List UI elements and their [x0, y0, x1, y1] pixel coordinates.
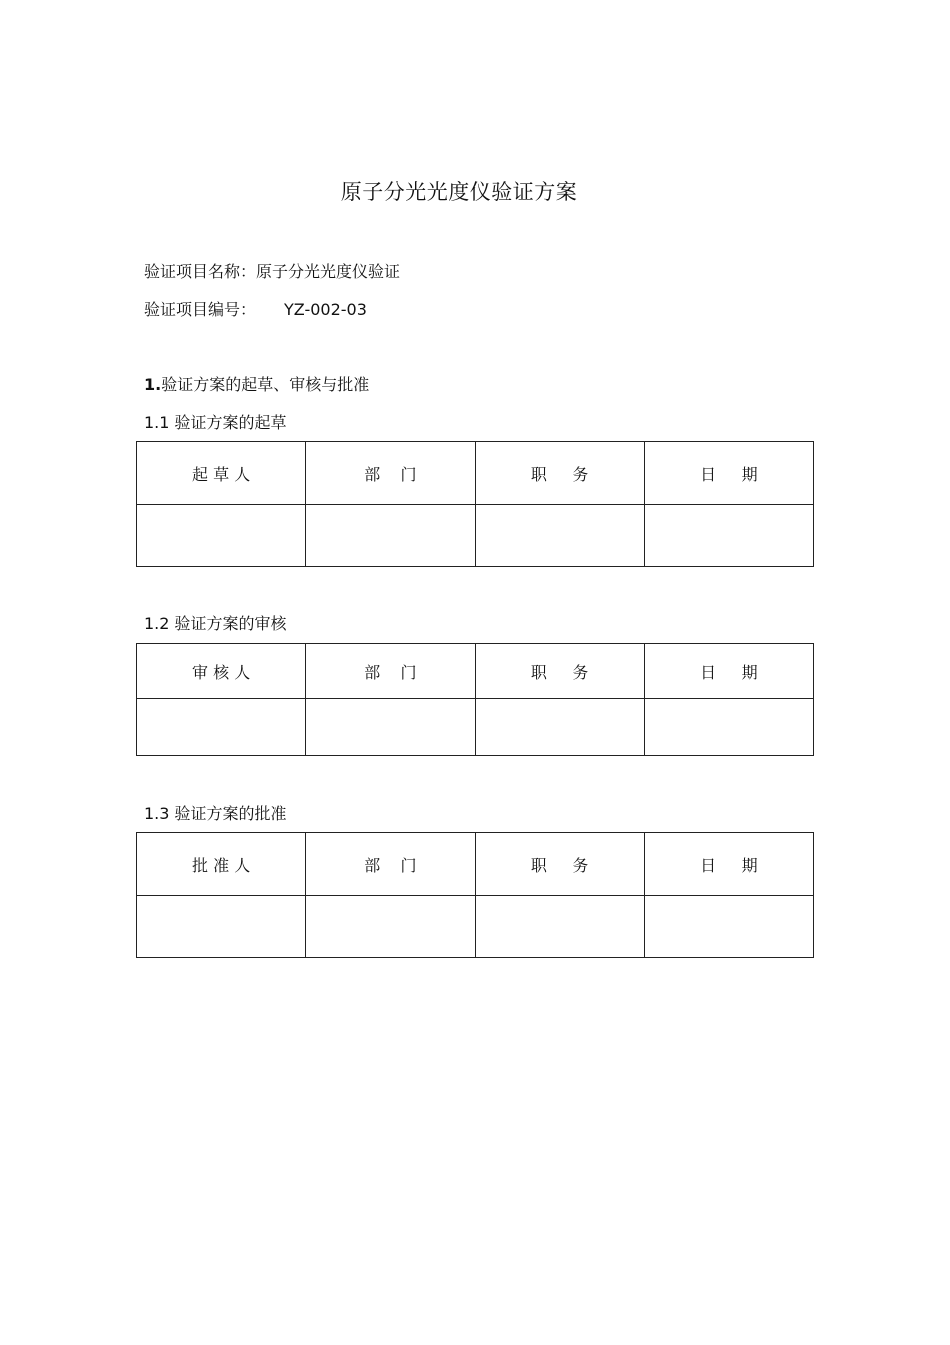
review-signature-table [136, 643, 814, 756]
approval-position-cell [475, 896, 644, 958]
draft-signature-table [136, 441, 814, 567]
table-row [137, 505, 814, 567]
project-code-label: 验证项目编号： [144, 300, 257, 319]
approval-header-person: 批 准 人 [137, 833, 306, 896]
draft-person-cell [137, 505, 306, 567]
review-heading: 1.2 验证方案的审核 [144, 614, 287, 633]
table-header-row [137, 644, 814, 699]
review-position-cell [475, 699, 644, 756]
draft-header-date: 日 期 [644, 442, 813, 505]
project-name-label: 验证项目名称： [144, 262, 257, 281]
approval-date-cell [644, 896, 813, 958]
project-code-line [144, 299, 367, 321]
approval-heading: 1.3 验证方案的批准 [144, 804, 287, 823]
approval-header-department: 部 门 [306, 833, 475, 896]
draft-department-cell [306, 505, 475, 567]
draft-header-department: 部 门 [306, 442, 475, 505]
section-1-heading [144, 374, 369, 396]
review-person-cell [137, 699, 306, 756]
review-header-person: 审 核 人 [137, 644, 306, 699]
review-header-date: 日 期 [644, 644, 813, 699]
review-date-cell [644, 699, 813, 756]
project-name-line [144, 261, 400, 283]
section-1-title: 验证方案的起草、审核与批准 [161, 375, 370, 394]
approval-header-date: 日 期 [644, 833, 813, 896]
section-1-number: 1. [144, 375, 162, 394]
table-header-row [137, 442, 814, 505]
draft-heading: 1.1 验证方案的起草 [144, 413, 287, 432]
table-row [137, 896, 814, 958]
approval-person-cell [137, 896, 306, 958]
table-header-row [137, 833, 814, 896]
document-title: 原子分光光度仪验证方案 [340, 180, 578, 204]
draft-position-cell [475, 505, 644, 567]
approval-header-position: 职 务 [475, 833, 644, 896]
review-header-position: 职 务 [475, 644, 644, 699]
project-name-value: 原子分光光度仪验证 [256, 262, 401, 281]
approval-signature-table [136, 832, 814, 958]
project-code-value: YZ-002-03 [284, 300, 367, 319]
review-header-department: 部 门 [306, 644, 475, 699]
review-department-cell [306, 699, 475, 756]
draft-header-position: 职 务 [475, 442, 644, 505]
draft-date-cell [644, 505, 813, 567]
table-row [137, 699, 814, 756]
draft-header-person: 起 草 人 [137, 442, 306, 505]
approval-department-cell [306, 896, 475, 958]
